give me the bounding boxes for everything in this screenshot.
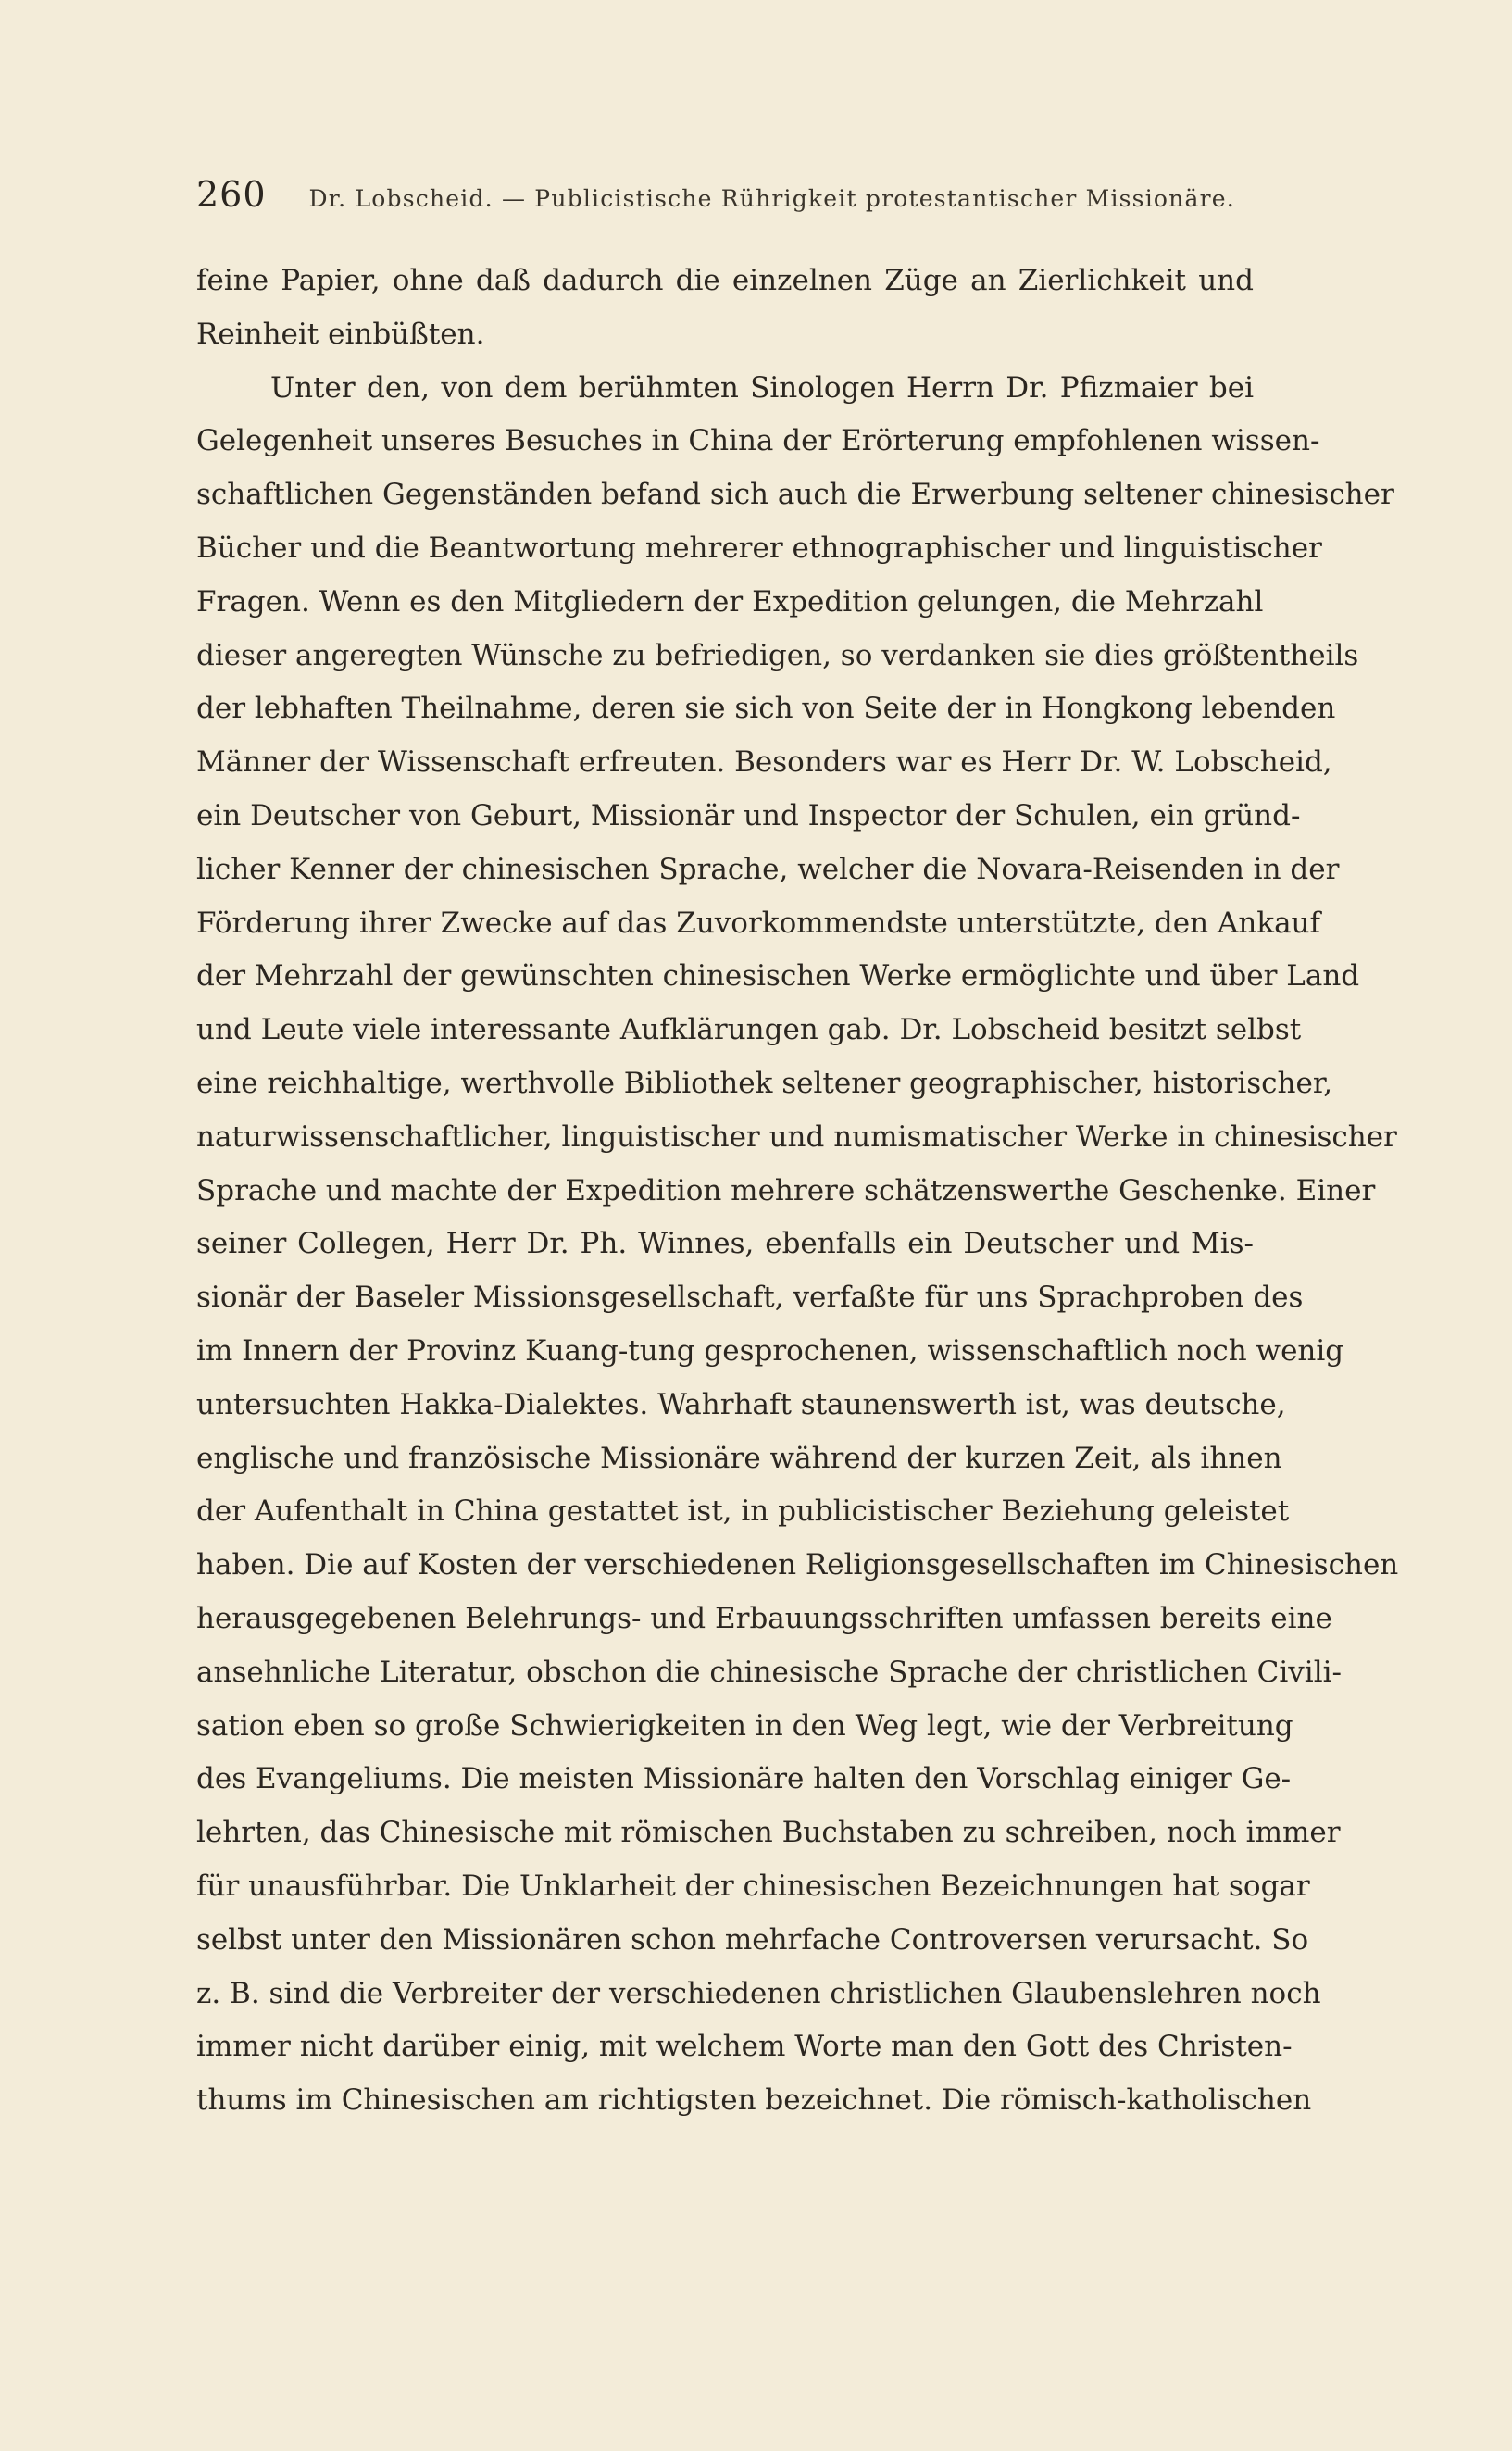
text-line: feine Papier, ohne daß dadurch die einzelnen Züge an Zierlichkeit und <box>196 264 1254 297</box>
body-text <box>196 255 1399 2128</box>
text-line: Gelegenheit unseres Besuches in China der Erörterung empfohlenen wissen- <box>196 424 1320 458</box>
page-header <box>196 174 1252 215</box>
text-line: immer nicht darüber einig, mit welchem Worte man den Gott des Christen- <box>196 2030 1293 2064</box>
text-line: seiner Collegen, Herr Dr. Ph. Winnes, ebenfalls ein Deutscher und Mis- <box>196 1227 1254 1261</box>
text-line: Förderung ihrer Zwecke auf das Zuvorkommendste unterstützte, den Ankauf <box>196 906 1320 940</box>
text-line: Fragen. Wenn es den Mitgliedern der Expedition gelungen, die Mehrzahl <box>196 584 1264 619</box>
text-line: lehrten, das Chinesische mit römischen Buchstaben zu schreiben, noch immer <box>196 1816 1341 1850</box>
text-line: im Innern der Provinz Kuang-tung gesprochenen, wissenschaftlich noch wenig <box>196 1333 1344 1368</box>
text-line: des Evangeliums. Die meisten Missionäre halten den Vorschlag einiger Ge- <box>196 1762 1292 1796</box>
text-line: englische und französische Missionäre während der kurzen Zeit, als ihnen <box>196 1441 1282 1475</box>
text-line: für unausführbar. Die Unklarheit der chinesischen Bezeichnungen hat sogar <box>196 1869 1310 1903</box>
text-line: sionär der Baseler Missionsgesellschaft, verfaßte für uns Sprachproben des <box>196 1281 1304 1315</box>
text-line: licher Kenner der chinesischen Sprache, welcher die Novara-Reisenden in der <box>196 852 1340 886</box>
text-line: naturwissenschaftlicher, linguistischer und numismatischer Werke in chinesischer <box>196 1119 1397 1154</box>
text-line: Reinheit einbüßten. <box>196 317 485 351</box>
text-line: dieser angeregten Wünsche zu befriedigen, so verdanken sie dies größtentheils <box>196 638 1359 672</box>
text-line: sation eben so große Schwierigkeiten in den Weg legt, wie der Verbreitung <box>196 1708 1293 1743</box>
text-line: Männer der Wissenschaft erfreuten. Besonders war es Herr Dr. W. Lobscheid, <box>196 745 1332 780</box>
text-line: untersuchten Hakka-Dialektes. Wahrhaft staunenswerth ist, was deutsche, <box>196 1387 1286 1421</box>
text-line: ein Deutscher von Geburt, Missionär und Inspector der Schulen, ein gründ- <box>196 798 1301 832</box>
text-line: z. B. sind die Verbreiter der verschiedenen christlichen Glaubenslehren noch <box>196 1976 1321 2010</box>
text-line: der Aufenthalt in China gestattet ist, in publicistischer Beziehung geleistet <box>196 1494 1290 1529</box>
text-line: selbst unter den Missionären schon mehrfache Controversen verursacht. So <box>196 1922 1309 1957</box>
text-line: der lebhaften Theilnahme, deren sie sich von Seite der in Hongkong lebenden <box>196 692 1336 726</box>
text-line: herausgegebenen Belehrungs- und Erbauungsschriften umfassen bereits eine <box>196 1601 1332 1635</box>
text-line: haben. Die auf Kosten der verschiedenen Religionsgesellschaften im Chinesischen <box>196 1548 1399 1582</box>
text-line: der Mehrzahl der gewünschten chinesischen Werke ermöglichte und über Land <box>196 959 1360 994</box>
text-line: Unter den, von dem berühmten Sinologen Herrn Dr. Pfizmaier bei <box>270 370 1254 405</box>
text-line: Bücher und die Beantwortung mehrerer ethnographischer und linguistischer <box>196 531 1322 565</box>
text-line: eine reichhaltige, werthvolle Bibliothek seltener geographischer, historischer, <box>196 1066 1333 1100</box>
text-line: Sprache und machte der Expedition mehrere schätzenswerthe Geschenke. Einer <box>196 1173 1376 1207</box>
text-line: und Leute viele interessante Aufklärungen gab. Dr. Lobscheid besitzt selbst <box>196 1013 1302 1047</box>
text-line: schaftlichen Gegenständen befand sich auch die Erwerbung seltener chinesischer <box>196 478 1394 512</box>
text-line: thums im Chinesischen am richtigsten bezeichnet. Die römisch-katholischen <box>196 2083 1312 2118</box>
running-head: Dr. Lobscheid. — Publicistische Rührigkeit protestantischer Missionäre. <box>308 185 1235 212</box>
text-line: ansehnliche Literatur, obschon die chinesische Sprache der christlichen Civili- <box>196 1655 1343 1689</box>
page-number: 260 <box>196 174 267 215</box>
